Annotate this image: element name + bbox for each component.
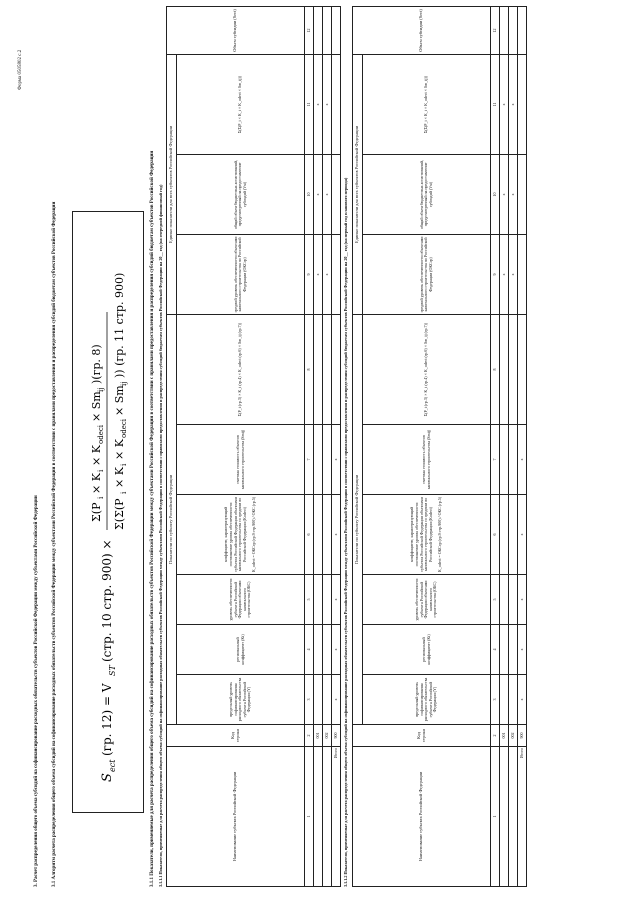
svg-text:Σ(P: Σ(P: [90, 502, 103, 522]
x-mark: x: [314, 54, 323, 154]
col6-header: [177, 495, 305, 575]
x-mark: x: [314, 234, 323, 314]
col3-header: предельный уровень софинансирования расходного обязательства субъекта Российской Федерации (Y): [177, 675, 305, 725]
total-code: 900: [518, 725, 527, 747]
col5-header: уровень обеспеченности субъекта Российской Федерации объектами капитального строительства (ОКС): [363, 575, 491, 625]
group-subject-header: Показатели по субъекту Российской Федерации: [353, 314, 363, 724]
x-mark: x: [500, 54, 509, 154]
svg-text:Σ(Σ(P: Σ(Σ(P: [113, 498, 126, 530]
col-num-5: 5: [491, 575, 500, 625]
x-mark: x: [323, 154, 332, 234]
total-row: [518, 6, 527, 886]
form-number: Форма 0505802 с.2: [18, 49, 23, 90]
x-mark: x: [518, 625, 527, 675]
col7-header: сметная стоимость объектов капитального строительства (Smij): [363, 425, 491, 495]
x-mark: x: [518, 675, 527, 725]
col-num-3: 3: [305, 675, 314, 725]
col-num-2: 2: [305, 725, 314, 747]
col5-header: уровень обеспеченности субъекта Российской Федерации объектами капитального строительства (ОКС): [177, 575, 305, 625]
x-mark: x: [509, 234, 518, 314]
col-num-1: 1: [305, 747, 314, 887]
x-mark: x: [323, 234, 332, 314]
svg-text:odeci: odeci: [120, 419, 128, 438]
col-num-7: 7: [305, 425, 314, 495]
col-num-4: 4: [305, 625, 314, 675]
col-num-10: 10: [491, 154, 500, 234]
x-mark: x: [509, 54, 518, 154]
col6-header: [363, 495, 491, 575]
indicators-table-1: [166, 6, 341, 887]
col-num-5: 5: [305, 575, 314, 625]
group-all-header: Единые показатели для всех субъектов Российской Федерации: [167, 54, 177, 314]
col-num-12: 12: [305, 6, 314, 54]
x-mark: x: [518, 575, 527, 625]
col9-header: средний уровень обеспеченности объектами капитального строительства по Российской Федерации (ОКСср): [177, 234, 305, 314]
col-num-6: 6: [305, 495, 314, 575]
svg-text:i: i: [120, 463, 128, 466]
svg-text:ect: ect: [108, 759, 117, 772]
row-code: 001: [314, 725, 323, 747]
x-mark: x: [500, 234, 509, 314]
table-row: [314, 6, 323, 886]
column-numbers-row: [305, 6, 314, 886]
col6-label: коэффициент, характеризующий соотношение уровня обеспеченности субъекта Российской Федерации объектами капитального строительства со средним по Российской Федерации (Kodeci): [223, 497, 247, 572]
svg-text:× K: × K: [113, 467, 126, 488]
total-code: 900: [332, 725, 341, 747]
table-row: [509, 6, 518, 886]
table-row: [500, 6, 509, 886]
svg-text:ST: ST: [108, 665, 117, 676]
svg-text:× Sm: × Sm: [113, 385, 126, 416]
x-mark: x: [332, 675, 341, 725]
col8-header: Σ(P_i (гр.3) × K_i (гр.4) × K_odeci (гр.6) × Sm_ij (гр.7)): [363, 314, 491, 424]
col-num-11: 11: [305, 54, 314, 154]
col6-formula: K_odeci = ОКСср (гр.9 стр.900) / ОКС (гр.5): [250, 496, 256, 573]
heading-3: 3. Расчет распределения общего объема субсидий на софинансирование расходных обязательств субъектов Российской Федерации между субъектами Российской Федерации: [34, 495, 39, 887]
x-mark: x: [518, 495, 527, 575]
svg-text:(гр. 12) = V: (гр. 12) = V: [100, 683, 114, 756]
col-num-1: 1: [491, 747, 500, 887]
col-name-header: Наименование субъекта Российской Федерации: [353, 747, 491, 887]
group-subject-header: Показатели по субъекту Российской Федерации: [167, 314, 177, 724]
column-numbers-row: [491, 6, 500, 886]
formula-svg: [73, 212, 143, 812]
svg-text:i: i: [120, 491, 128, 494]
col10-header: общий объем бюджетных ассигнований, предусмотренный на предоставление субсидий (Vst): [363, 154, 491, 234]
svg-text:S: S: [100, 773, 115, 782]
col-num-2: 2: [491, 725, 500, 747]
x-mark: x: [332, 425, 341, 495]
col-num-9: 9: [305, 234, 314, 314]
x-mark: x: [332, 495, 341, 575]
x-mark: x: [518, 425, 527, 495]
svg-text:i: i: [97, 496, 105, 499]
svg-text:× K: × K: [90, 445, 103, 466]
x-mark: x: [314, 154, 323, 234]
x-mark: x: [509, 154, 518, 234]
col-num-10: 10: [305, 154, 314, 234]
col-num-8: 8: [491, 314, 500, 424]
col-volume-header: Объем субсидии (Sect): [353, 6, 491, 54]
total-row: [332, 6, 341, 886]
col-num-12: 12: [491, 6, 500, 54]
col-name-header: Наименование субъекта Российской Федерации: [167, 747, 305, 887]
col-num-6: 6: [491, 495, 500, 575]
svg-text:× Sm: × Sm: [90, 391, 103, 422]
svg-text:ij: ij: [97, 387, 105, 392]
svg-text:)(гр. 8): )(гр. 8): [90, 344, 103, 384]
total-label: Итого: [332, 747, 341, 887]
col-code-header: Код строки: [353, 725, 491, 747]
col11-header: Σ(Σ(P_i × K_i × K_odeci × Sm_ij)): [363, 54, 491, 154]
svg-text:i: i: [97, 469, 105, 472]
svg-text:× K: × K: [113, 439, 126, 460]
group-all-header: Единые показатели для всех субъектов Российской Федерации: [353, 54, 363, 314]
heading-3-1-1: 3.1.1 Показатели, применяемые для расчета распределения общего объема субсидий на софинансирование расходных обязательств субъектов Российской Федерации между субъектами Российской Федерации в соответствии с правилами предоставления и распределения субсидий бюджетам субъектов Российской Федерации: [150, 150, 155, 887]
total-label: Итого: [518, 747, 527, 887]
col-num-9: 9: [491, 234, 500, 314]
col-num-7: 7: [491, 425, 500, 495]
heading-3-1-1-1: 3.1.1.1 Показатели, применяемые для расчета распределения общего объема субсидий на софинансирование расходных обязательств субъектов Российской Федерации между субъектами Российской Федерации в соответствии с правилами предоставления и распределения субсидий бюджетам субъектов Российской Федерации на 20__ год (на очередной финансовый год): [158, 184, 163, 887]
col-num-11: 11: [491, 54, 500, 154]
col3-header: предельный уровень софинансирования расходного обязательства субъекта Российской Федерации (Y): [363, 675, 491, 725]
col-num-4: 4: [491, 625, 500, 675]
heading-3-1-1-2: 3.1.1.2 Показатели, применяемые для расчета распределения общего объема субсидий на софинансирование расходных обязательств субъектов Российской Федерации между субъектами Российской Федерации в соответствии с правилами предоставления и распределения субсидий бюджетам субъектов Российской Федерации на 20__ год (на первый год планового периода): [343, 177, 348, 887]
formula-box: [72, 211, 144, 813]
x-mark: x: [332, 625, 341, 675]
col-volume-header: Объем субсидии (Sect): [167, 6, 305, 54]
col10-header: общий объем бюджетных ассигнований, предусмотренный на предоставление субсидий (Vst): [177, 154, 305, 234]
svg-text:)) (гр. 11 стр. 900): )) (гр. 11 стр. 900): [113, 272, 126, 378]
svg-text:(стр. 10 стр. 900) ×: (стр. 10 стр. 900) ×: [100, 539, 114, 662]
x-mark: x: [500, 154, 509, 234]
x-mark: x: [332, 575, 341, 625]
row-code: 002: [323, 725, 332, 747]
col-code-header: Код строки: [167, 725, 305, 747]
svg-text:× K: × K: [90, 473, 103, 494]
svg-text:ij: ij: [120, 381, 128, 386]
x-mark: x: [323, 54, 332, 154]
indicators-table-2: [352, 6, 527, 887]
table-row: [323, 6, 332, 886]
col7-header: сметная стоимость объектов капитального строительства (Smij): [177, 425, 305, 495]
row-code: 002: [509, 725, 518, 747]
col4-header: региональный коэффициент (Ki): [177, 625, 305, 675]
col-num-3: 3: [491, 675, 500, 725]
col4-header: региональный коэффициент (Ki): [363, 625, 491, 675]
row-code: 001: [500, 725, 509, 747]
col11-header: Σ(Σ(P_i × K_i × K_odeci × Sm_ij)): [177, 54, 305, 154]
col8-header: Σ(P_i (гр.3) × K_i (гр.4) × K_odeci (гр.6) × Sm_ij (гр.7)): [177, 314, 305, 424]
col6-label: коэффициент, характеризующий соотношение уровня обеспеченности субъекта Российской Федерации объектами капитального строительства со средним по Российской Федерации (Kodeci): [409, 497, 433, 572]
col-num-8: 8: [305, 314, 314, 424]
col9-header: средний уровень обеспеченности объектами капитального строительства по Российской Федерации (ОКСср): [363, 234, 491, 314]
heading-3-1: 3.1 Алгоритм расчета распределения общего объема субсидий на софинансирование расходных обязательств субъектов Российской Федерации между субъектами Российской Федерации в соответствии с правилами предоставления и распределения субсидий бюджетам субъектов Российской Федерации: [52, 201, 57, 887]
svg-text:odeci: odeci: [97, 425, 105, 444]
col6-formula: K_odeci = ОКСср (гр.9 стр.900) / ОКС (гр.5): [436, 496, 442, 573]
